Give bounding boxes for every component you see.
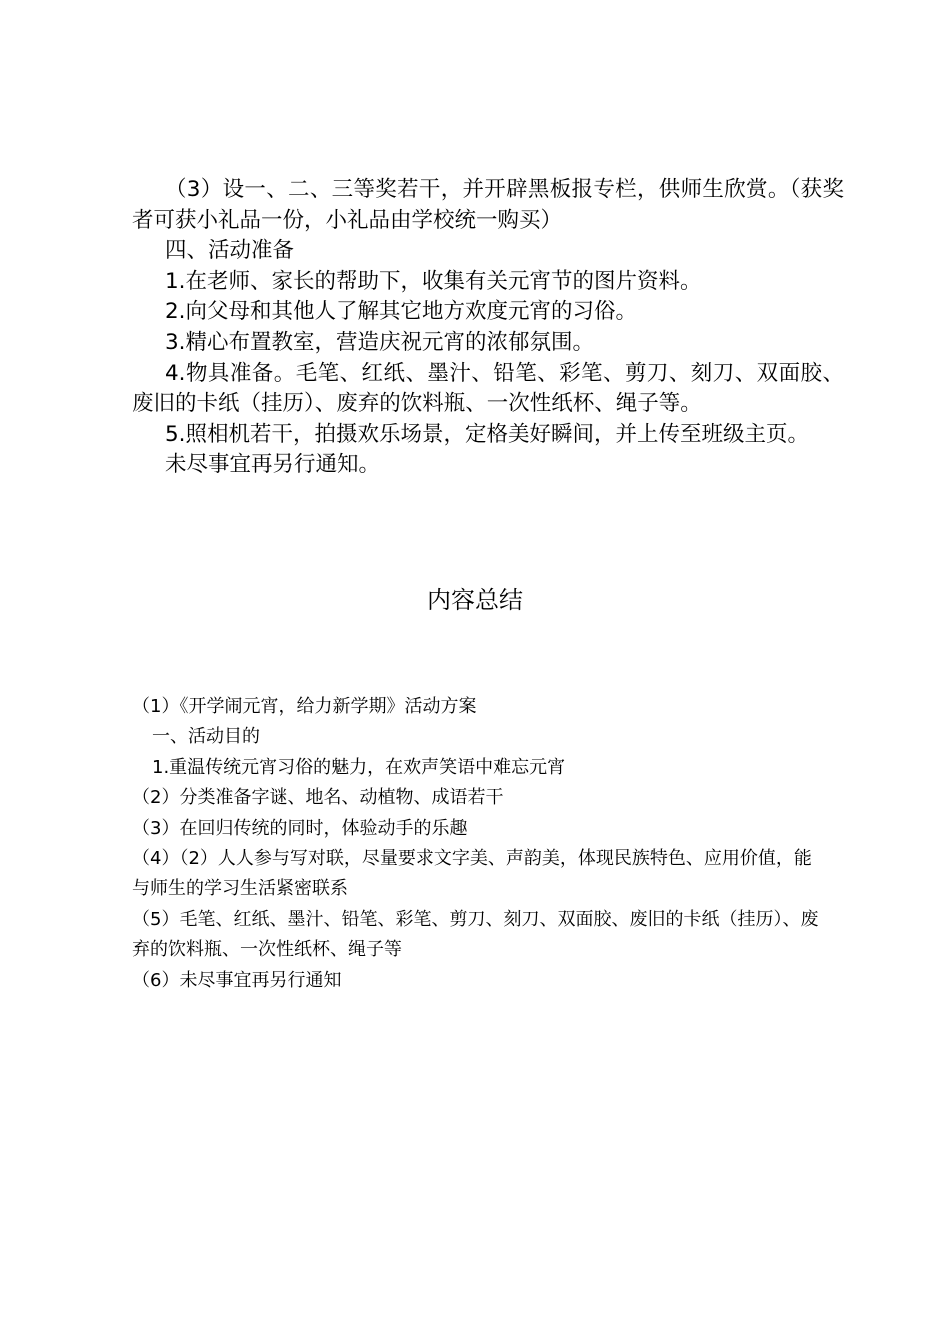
- activity-plan-body: [132, 175, 844, 481]
- paragraph-prep-3: 3.精心布置教室，营造庆祝元宵的浓郁氛围。: [165, 329, 595, 355]
- summary-item: （2）分类准备字谜、地名、动植物、成语若干: [132, 787, 504, 809]
- summary-title: 内容总结: [427, 586, 523, 614]
- summary-item: 1.重温传统元宵习俗的魅力，在欢声笑语中难忘元宵: [152, 756, 566, 778]
- summary-item: （1）《开学闹元宵，给力新学期》活动方案: [132, 696, 477, 717]
- paragraph-closing-note: 未尽事宜再另行通知。: [165, 452, 381, 478]
- paragraph-prep-2: 2.向父母和其他人了解其它地方欢度元宵的习俗。: [165, 299, 638, 325]
- paragraph-prep-5: 5.照相机若干，拍摄欢乐场景，定格美好瞬间，并上传至班级主页。: [165, 421, 810, 447]
- paragraph-prep-1: 1.在老师、家长的帮助下，收集有关元宵节的图片资料。: [165, 268, 702, 294]
- paragraph-prep-4: 4.物具准备。毛笔、红纸、墨汁、铅笔、彩笔、剪刀、刻刀、双面胶、废旧的卡纸（挂历）、废弃的饮料瓶、一次性纸杯、绳子等。: [132, 360, 844, 417]
- summary-list: [132, 692, 822, 996]
- section-heading-preparation: 四、活动准备: [165, 238, 295, 264]
- summary-item: （5）毛笔、红纸、墨汁、铅笔、彩笔、剪刀、刻刀、双面胶、废旧的卡纸（挂历）、废弃的饮料瓶、一次性纸杯、绳子等: [132, 908, 819, 961]
- summary-item: 一、活动目的: [152, 726, 260, 748]
- summary-item: （6）未尽事宜再另行通知: [132, 969, 342, 991]
- paragraph-awards: （3）设一、二、三等奖若干，并开辟黑板报专栏，供师生欣赏。（获奖者可获小礼品一份，小礼品由学校统一购买）: [132, 177, 844, 233]
- summary-item: （4）（2）人人参与写对联，尽量要求文字美、声韵美，体现民族特色、应用价值，能与师生的学习生活紧密联系: [132, 848, 812, 900]
- summary-item: （3）在回归传统的同时，体验动手的乐趣: [132, 817, 468, 839]
